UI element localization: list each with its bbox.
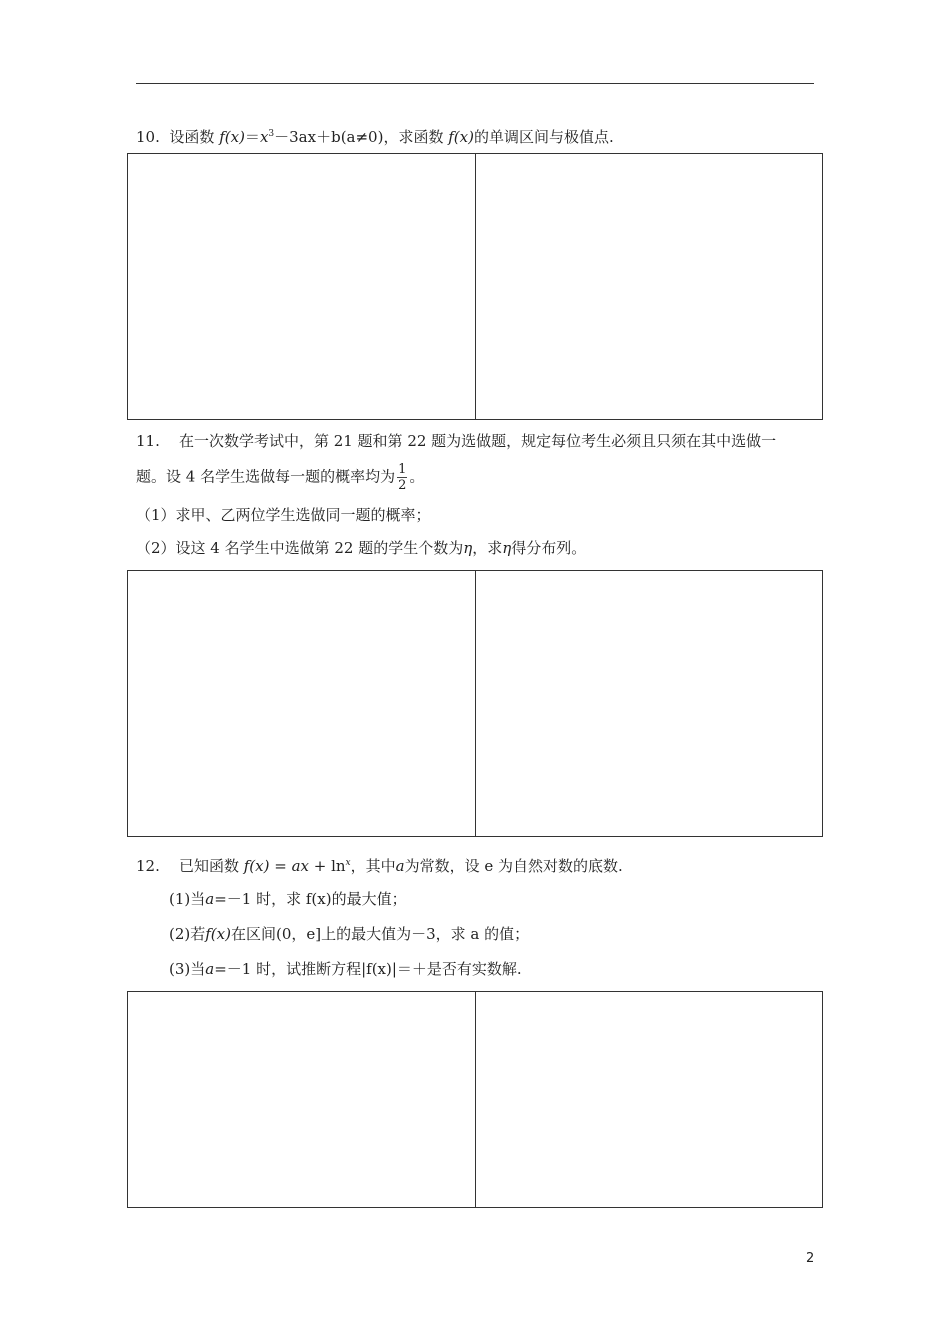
question-11-part2: （2）设这 4 名学生中选做第 22 题的学生个数为η，求η得分布列。 [136,539,587,557]
question-11-line2: 题。设 4 名学生选做每一题的概率均为 $\frac{1}{2}$ 。 [136,462,425,493]
page-number: 2 [806,1251,815,1266]
answer-box-11[interactable] [127,570,823,837]
answer-box-divider [475,154,476,419]
question-12-part1: (1)当a=－1 时，求 f(x)的最大值； [169,890,407,908]
answer-box-divider [475,571,476,836]
question-11-line1: 11. 在一次数学考试中，第 21 题和第 22 题为选做题，规定每位考生必须且只须在其中选做一 [136,432,777,450]
header-rule [136,83,814,84]
question-11-part1: （1）求甲、乙两位学生选做同一题的概率； [136,506,431,524]
question-12-part3: (3)当a=－1 时，试推断方程|f(x)|＝＋是否有实数解. [169,960,522,978]
question-12: 12. 已知函数 f(x) = ax + $\ln^x$，其中a为常数，设 e 为自然对数的底数. [136,857,623,875]
question-10: 10. 设函数 $f(x)=x^3-3ax+b(a\ne 0)$，求函数 f(x)的单调区间与极值点. [136,128,614,146]
answer-box-12[interactable] [127,991,823,1208]
question-number: 11. [136,432,160,450]
answer-box-10[interactable] [127,153,823,420]
fraction-one-half: $\frac{1}{2}$ [398,462,407,493]
question-number: 12. [136,857,160,875]
question-12-part2: (2)若f(x)在区间(0，e]上的最大值为－3，求 a 的值； [169,925,530,943]
question-number: 10. [136,128,160,146]
answer-box-divider [475,992,476,1207]
